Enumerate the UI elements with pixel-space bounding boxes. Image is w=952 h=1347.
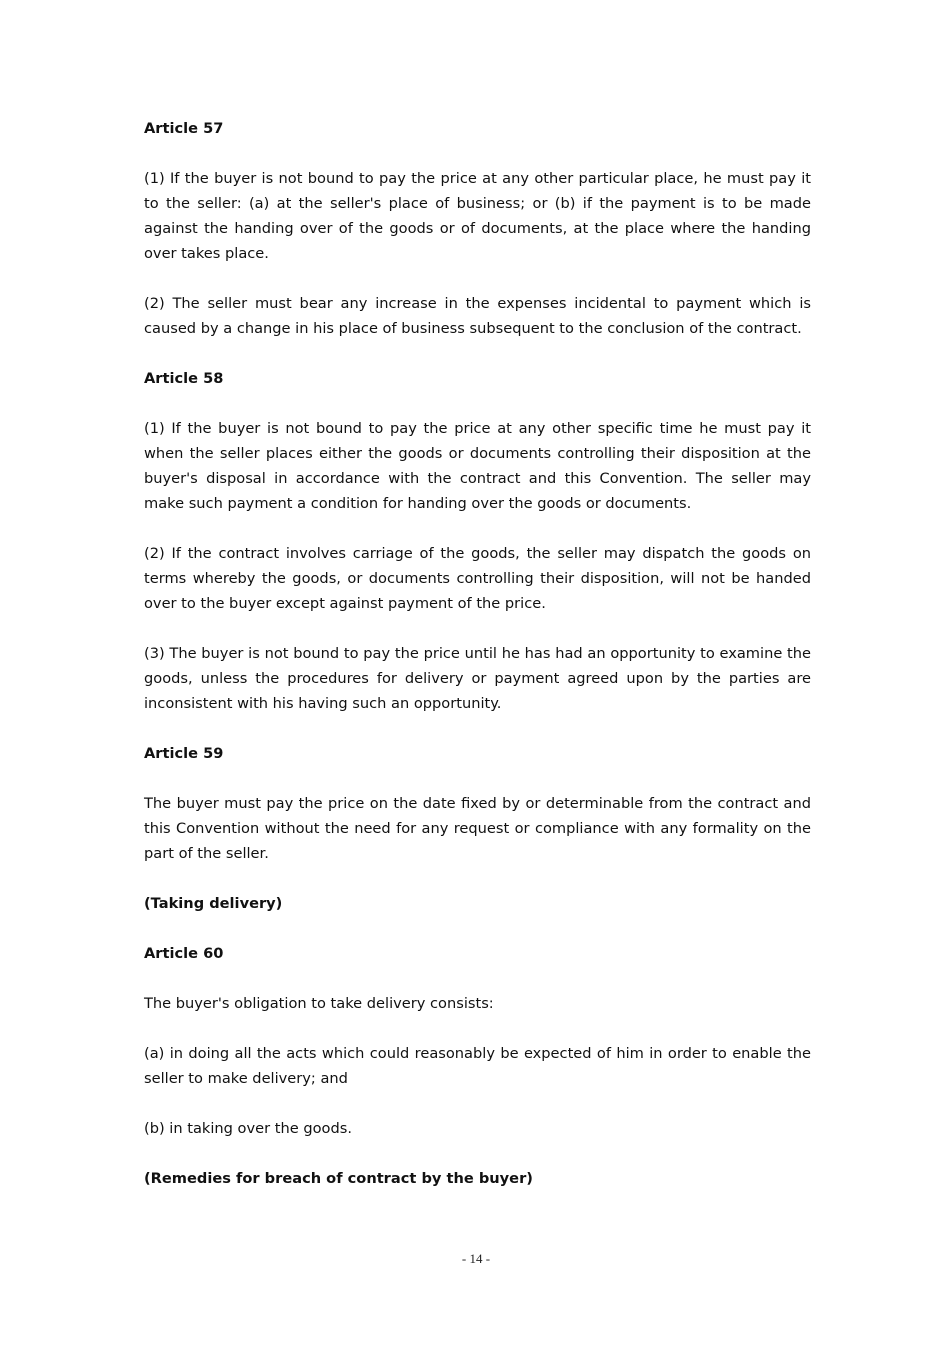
article-60-item-a: (a) in doing all the acts which could reasonably be expected of him in order to enable the seller to make delivery; and (144, 1045, 811, 1087)
section-heading-taking-delivery: (Taking delivery) (144, 895, 283, 912)
article-57-paragraph-2: (2) The seller must bear any increase in the expenses incidental to payment which is caused by a change in his place of business subsequent to the conclusion of the contract. (144, 295, 811, 337)
section-heading-remedies: (Remedies for breach of contract by the buyer) (144, 1170, 533, 1187)
article-60-heading: Article 60 (144, 945, 224, 962)
article-58-paragraph-1: (1) If the buyer is not bound to pay the price at any other specific time he must pay it when the seller places either the goods or documents controlling their disposition at the buyer's disposal in accordance with the contract and this Convention. The seller may make such payment a condition for handing over the goods or documents. (144, 420, 811, 512)
article-59-paragraph: The buyer must pay the price on the date fixed by or determinable from the contract and this Convention without the need for any request or compliance with any formality on the part of the seller. (144, 795, 811, 862)
article-58-paragraph-3: (3) The buyer is not bound to pay the price until he has had an opportunity to examine the goods, unless the procedures for delivery or payment agreed upon by the parties are inconsistent with his having such an opportunity. (144, 645, 811, 712)
article-57-paragraph-1: (1) If the buyer is not bound to pay the price at any other particular place, he must pay it to the seller: (a) at the seller's place of business; or (b) if the payment is to be made against the handing over of the goods or of documents, at the place where the handing over takes place. (144, 170, 811, 262)
article-58-heading: Article 58 (144, 370, 224, 387)
page-number: - 14 - (461, 1251, 491, 1266)
article-57-heading: Article 57 (144, 120, 224, 137)
article-60-item-b: (b) in taking over the goods. (144, 1120, 352, 1137)
article-60-intro: The buyer's obligation to take delivery consists: (144, 995, 494, 1012)
document-body (144, 116, 811, 1216)
article-59-heading: Article 59 (144, 745, 224, 762)
article-58-paragraph-2: (2) If the contract involves carriage of the goods, the seller may dispatch the goods on terms whereby the goods, or documents controlling their disposition, will not be handed over to the buyer except against payment of the price. (144, 545, 811, 612)
